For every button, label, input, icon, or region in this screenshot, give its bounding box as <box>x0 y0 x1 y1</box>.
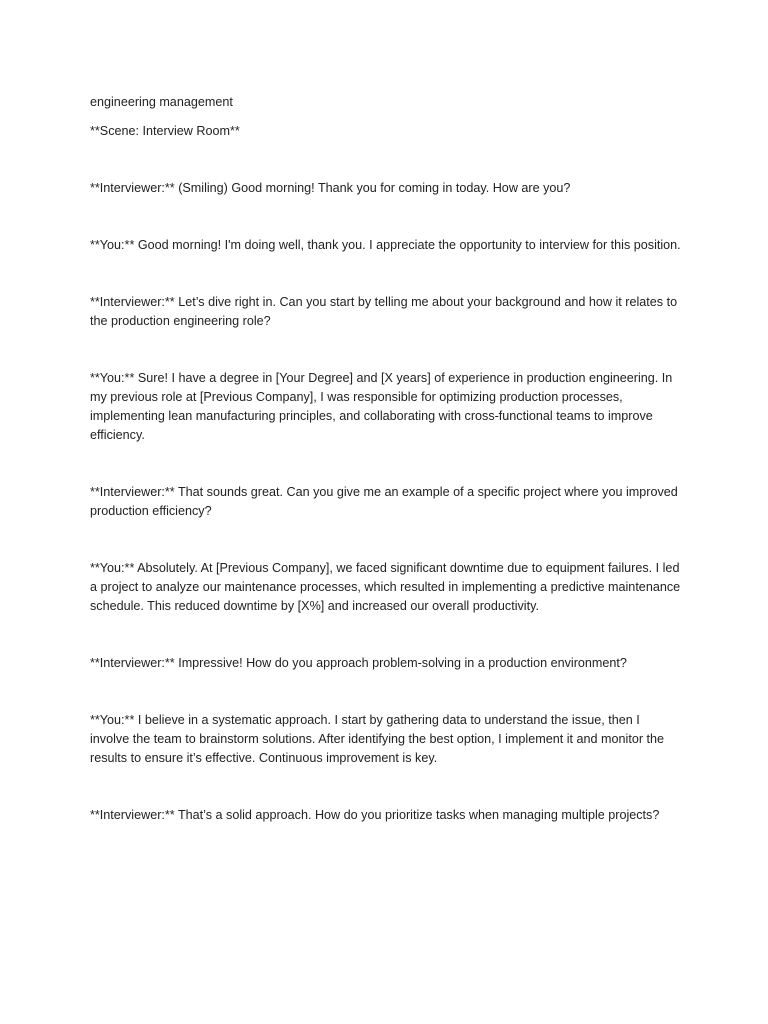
document-body <box>90 93 682 863</box>
dialogue-you-problem-solving-answer: **You:** I believe in a systematic approach. I start by gathering data to understand the issue, then I involve the team to brainstorm solutions. After identifying the best option, I implement it and monitor the results to ensure it’s effective. Continuous improvement is key. <box>90 713 665 765</box>
dialogue-interviewer-project-question: **Interviewer:** That sounds great. Can you give me an example of a specific project where you improved production efficiency? <box>90 485 678 518</box>
scene-heading: **Scene: Interview Room** <box>90 124 240 138</box>
dialogue-you-project-answer: **You:** Absolutely. At [Previous Company], we faced significant downtime due to equipment failures. I led a project to analyze our maintenance processes, which resulted in implementing a predictive maintenance schedule. This reduced downtime by [X%] and increased our overall productivity. <box>90 561 681 613</box>
dialogue-you-greeting: **You:** Good morning! I'm doing well, thank you. I appreciate the opportunity to interview for this position. <box>90 238 681 252</box>
dialogue-interviewer-problem-solving-question: **Interviewer:** Impressive! How do you approach problem-solving in a production environment? <box>90 656 627 670</box>
dialogue-interviewer-background-question: **Interviewer:** Let’s dive right in. Can you start by telling me about your background and how it relates to the production engineering role? <box>90 295 678 328</box>
dialogue-you-background-answer: **You:** Sure! I have a degree in [Your Degree] and [X years] of experience in production engineering. In my previous role at [Previous Company], I was responsible for optimizing production processes, implementing lean manufacturing principles, and collaborating with cross-functional teams to improve efficiency. <box>90 371 673 442</box>
document-title: engineering management <box>90 95 233 109</box>
dialogue-interviewer-prioritization-question: **Interviewer:** That’s a solid approach. How do you prioritize tasks when managing multiple projects? <box>90 808 660 822</box>
dialogue-interviewer-greeting: **Interviewer:** (Smiling) Good morning! Thank you for coming in today. How are you? <box>90 181 571 195</box>
